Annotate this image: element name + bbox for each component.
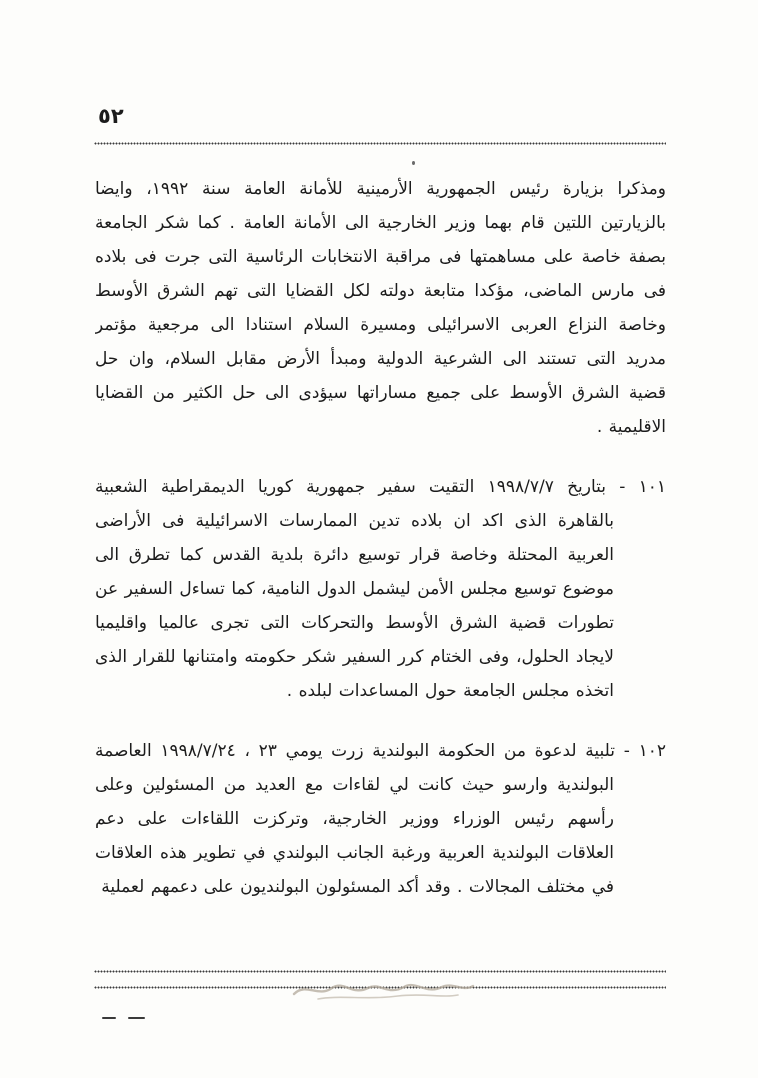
page-body-text xyxy=(95,172,666,966)
header-dotted-rule xyxy=(94,142,666,145)
numbered-paragraph-102 xyxy=(95,734,666,904)
footer-dash-1 xyxy=(102,1017,116,1019)
footer-dash-2 xyxy=(128,1017,145,1019)
page-speck xyxy=(412,161,415,165)
footer-dotted-rule-top xyxy=(94,970,666,973)
paragraph-intro: ومذكرا بزيارة رئيس الجمهورية الأرمينية للأمانة العامة سنة ١٩٩٢، وايضا بالزيارتين اللتين قام بهما وزير الخارجية الى الأمانة العامة . كما شكر الجامعة بصفة خاصة على مساهمتها فى مراقبة الانتخابات الرئاسية التى جرت فى بلاده فى مارس الماضى، مؤكدا متابعة دولته لكل القضايا التى تهم الشرق الأوسط وخاصة النزاع العربى الاسرائيلى ومسيرة السلام استنادا الى مرجعية مؤتمر مدريد التى تستند الى الشرعية الدولية ومبدأ الأرض مقابل السلام، وان حل قضية الشرق الأوسط على جميع مساراتها سيؤدى الى حل الكثير من القضايا الاقليمية . xyxy=(95,179,666,437)
footer-faded-inscription xyxy=(288,974,478,1004)
item-number-102: ١٠٢ - xyxy=(623,741,666,761)
item-number-101: ١٠١ - xyxy=(619,477,666,497)
page-number: ٥٢ xyxy=(98,104,124,128)
item-text-101: بتاريخ ١٩٩٨/٧/٧ التقيت سفير جمهورية كوريا الديمقراطية الشعبية بالقاهرة الذى اكد ان بلاده تدين الممارسات الاسرائيلية فى الأراضى العربية المحتلة وخاصة قرار توسيع دائرة بلدية القدس كما تطرق الى موضوع توسيع مجلس الأمن ليشمل الدول النامية، كما تساءل السفير عن تطورات قضية الشرق الأوسط والتحركات التى تجرى عالميا واقليميا لايجاد الحلول، وفى الختام كرر السفير شكر حكومته وامتنانها للقرار الذى اتخذه مجلس الجامعة حول المساعدات لبلده . xyxy=(95,477,614,701)
footer-dash-marks xyxy=(102,1016,162,1020)
item-text-102: تلبية لدعوة من الحكومة البولندية زرت يومي ٢٣ ، ١٩٩٨/٧/٢٤ العاصمة البولندية وارسو حيث كانت لي لقاءات مع العديد من المسئولين وعلى رأسهم رئيس الوزراء ووزير الخارجية، وتركزت اللقاءات على دعم العلاقات البولندية العربية ورغبة الجانب البولندي في تطوير هذه العلاقات في مختلف المجالات . وقد أكد المسئولون البولنديون على دعمهم لعملية xyxy=(95,741,616,897)
numbered-paragraph-101 xyxy=(95,470,666,708)
